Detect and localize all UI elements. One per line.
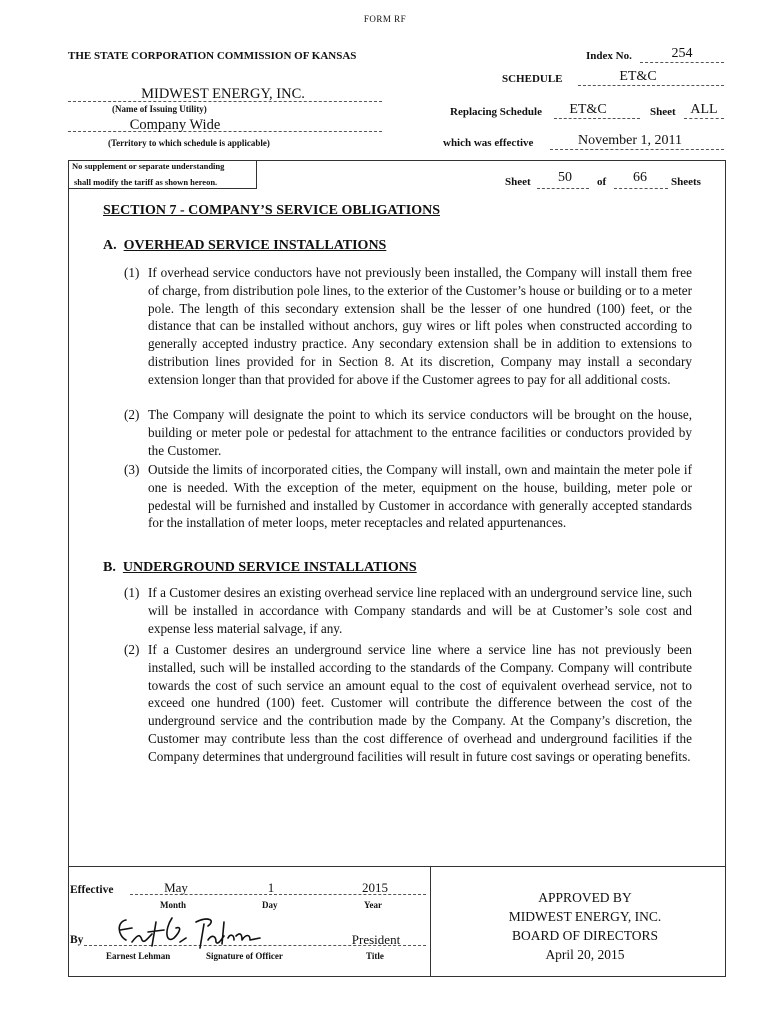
sheet-number-underline xyxy=(537,188,589,189)
approval-line-1: APPROVED BY xyxy=(538,890,632,905)
approval-block xyxy=(470,888,700,964)
utility-name: MIDWEST ENERGY, INC. xyxy=(141,86,305,102)
effective-label: which was effective xyxy=(443,137,534,149)
form-label: FORM RF xyxy=(363,14,407,24)
item-text: If a Customer desires an existing overhead service line replaced with an underground service line, such will be installed in accordance with Company standards and will be at Customer’s sole cost and expense less material salvage, if any. xyxy=(148,585,692,636)
sheet-total-underline xyxy=(614,188,668,189)
section-title: SECTION 7 - COMPANY’S SERVICE OBLIGATIONS xyxy=(103,203,440,218)
sheet-label: Sheet xyxy=(650,106,676,118)
section-b-item-2 xyxy=(124,641,692,766)
item-number: (1) xyxy=(124,585,140,600)
item-number: (3) xyxy=(124,462,140,477)
index-label: Index No. xyxy=(586,50,632,62)
approval-line-4: April 20, 2015 xyxy=(545,947,625,962)
item-text: If overhead service conductors have not previously been installed, the Company will install them free of charge, from distribution pole lines, to the exterior of the Customer’s house or building or to a meter pole. The length of this secondary extension shall be the lesser of one hundred (100) feet, or the distance that can be installed without anchors, guy wires or lift poles when constructed according to generally accepted industry practice. Any secondary extension shall be in addition to extensions to distribution lines provided for in Section 8. At its discretion, Company may install a secondary extension longer than that provided for above if the Customer agrees to pay for all additional costs. xyxy=(148,265,692,387)
item-number: (1) xyxy=(124,265,140,280)
notice-line-1: No supplement or separate understanding xyxy=(72,161,225,171)
item-number: (2) xyxy=(124,407,140,422)
effective-value: November 1, 2011 xyxy=(577,133,683,148)
section-a-heading xyxy=(103,238,386,254)
name-caption: Earnest Lehman xyxy=(106,951,171,961)
item-text: The Company will designate the point to which its service conductors will be brought on the house, building or meter pole or pedestal for attachment to the entrance facilities or conductors provided by the Customer. xyxy=(148,407,692,458)
notice-line-2: shall modify the tariff as shown hereon. xyxy=(74,177,218,187)
month-caption: Month xyxy=(160,900,187,910)
sheets-label: Sheets xyxy=(671,176,701,188)
footer-divider xyxy=(68,866,726,867)
section-a-item-2 xyxy=(124,406,692,459)
day-caption: Day xyxy=(262,900,278,910)
approval-line-3: BOARD OF DIRECTORS xyxy=(511,928,659,943)
territory-value: Company Wide xyxy=(129,117,221,133)
replacing-value: ET&C xyxy=(569,102,607,117)
commission-title: THE STATE CORPORATION COMMISSION OF KANSAS xyxy=(68,50,357,62)
effective-month: May xyxy=(164,880,188,895)
effective-year: 2015 xyxy=(362,880,388,895)
section-b-title: UNDERGROUND SERVICE INSTALLATIONS xyxy=(122,560,417,575)
approval-line-2: MIDWEST ENERGY, INC. xyxy=(508,909,662,924)
year-caption: Year xyxy=(364,900,382,910)
schedule-underline xyxy=(578,85,724,86)
section-b-letter: B. xyxy=(103,560,116,575)
schedule-value: ET&C xyxy=(619,69,657,84)
footer-vertical-divider xyxy=(430,866,431,976)
sheet-number-label: Sheet xyxy=(505,176,531,188)
by-label: By xyxy=(70,934,84,946)
effective-day: 1 xyxy=(267,880,275,895)
section-a-item-3 xyxy=(124,461,692,532)
sheet-number-value: 50 xyxy=(558,170,572,185)
section-b-item-1 xyxy=(124,584,692,637)
signature-caption: Signature of Officer xyxy=(206,951,283,961)
item-number: (2) xyxy=(124,642,140,657)
of-label: of xyxy=(597,176,607,188)
footer-effective-label: Effective xyxy=(70,884,114,896)
schedule-label: SCHEDULE xyxy=(502,73,563,85)
section-a-title: OVERHEAD SERVICE INSTALLATIONS xyxy=(123,238,387,253)
section-a-item-1 xyxy=(124,264,692,389)
title-caption: Title xyxy=(366,951,384,961)
officer-title: President xyxy=(351,932,401,947)
sheet-total-value: 66 xyxy=(633,170,647,185)
sheet-underline xyxy=(684,118,724,119)
territory-caption: (Territory to which schedule is applicable) xyxy=(108,138,270,148)
item-text: Outside the limits of incorporated cities, the Company will install, own and maintain the meter pole if one is needed. With the exception of the meter, equipment on the house, building, meter pole or pedestal will be furnished and installed by Customer in accordance with generally accepted standards for the installation of meter loops, meter receptacles and related appurtenances. xyxy=(148,462,692,531)
replacing-underline xyxy=(554,118,640,119)
item-text: If a Customer desires an underground service line where a service line has not previously been installed, such will be installed according to the standards of the Company. Company will contribute towards the cost of such service an amount equal to the cost of equivalent overhead service, not to exceed one hundred (100) feet. Customer will contribute the difference between the cost of the underground service and the contribution made by the Company. At the Company’s discretion, the Customer may contribute less than the cost difference of overhead and underground facilities if the Company determines that underground facilities will result in future cost savings or operating benefits. xyxy=(148,642,692,764)
handwritten-signature xyxy=(112,912,272,954)
section-a-letter: A. xyxy=(103,238,117,253)
replacing-label: Replacing Schedule xyxy=(450,106,542,118)
utility-caption: (Name of Issuing Utility) xyxy=(112,104,207,114)
index-underline xyxy=(640,62,724,63)
effective-underline xyxy=(550,149,724,150)
sheet-value: ALL xyxy=(690,102,718,117)
index-value: 254 xyxy=(671,46,693,61)
section-b-heading xyxy=(103,560,417,576)
